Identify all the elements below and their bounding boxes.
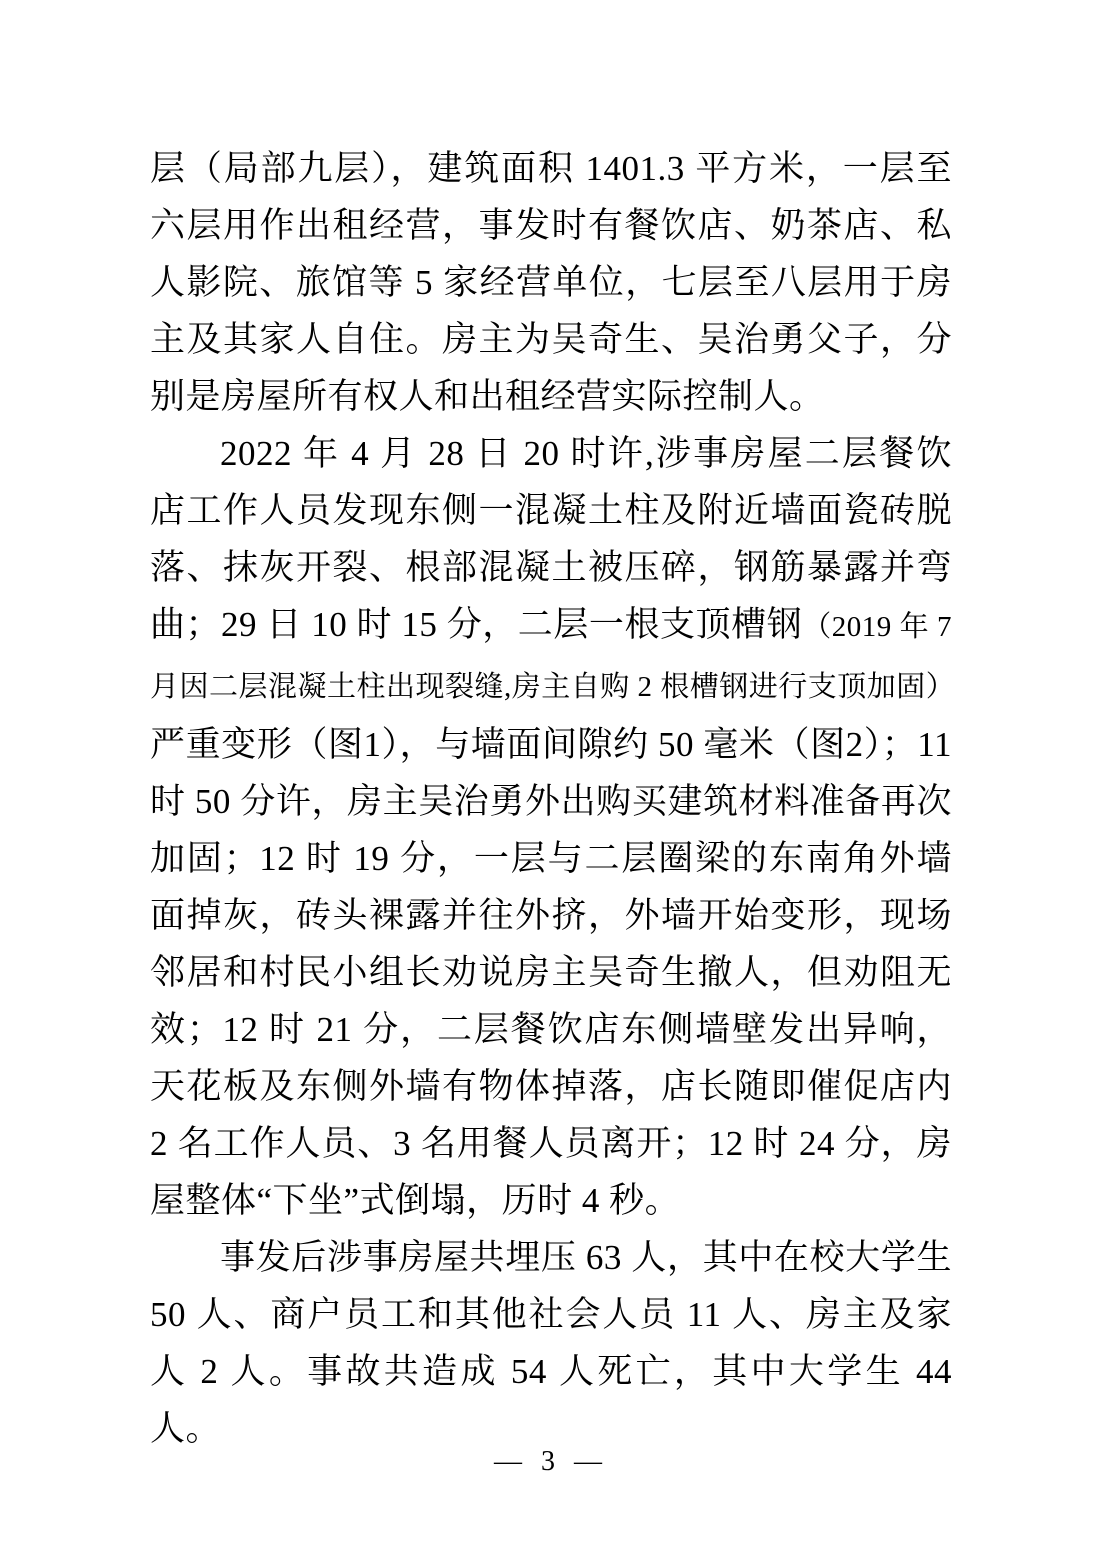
paragraph-incident-timeline (150, 425, 956, 1229)
page-number-text: — 3 — (494, 1446, 608, 1477)
document-body (150, 140, 956, 1457)
timeline-segment-before-note: 2022 年 4 月 28 日 20 时许,涉事房屋二层餐饮店工作人员发现东侧一混凝土柱及附近墙面瓷砖脱落、抹灰开裂、根部混凝土被压碎，钢筋暴露并弯曲；29 日 10 时 15 分，二层一根支顶槽钢 (150, 434, 952, 644)
paragraph-building-overview-text: 层（局部九层），建筑面积 1401.3 平方米，一层至六层用作出租经营，事发时有餐饮店、奶茶店、私人影院、旅馆等 5 家经营单位，七层至八层用于房主及其家人自住。房主为吴奇生、吴治勇父子，分别是房屋所有权人和出租经营实际控制人。 (150, 149, 952, 416)
paragraph-building-overview (150, 140, 952, 425)
timeline-segment-after-note: 严重变形（图1），与墙面间隙约 50 毫米（图2）；11 时 50 分许，房主吴治勇外出购买建筑材料准备再次加固；12 时 19 分，一层与二层圈梁的东南角外墙面掉灰，砖头裸露并往外挤，外墙开始变形，现场邻居和村民小组长劝说房主吴奇生撤人，但劝阻无效；12 时 21 分，二层餐饮店东侧墙壁发出异响，天花板及东侧外墙有物体掉落，店长随即催促店内 2 名工作人员、3 名用餐人员离开；12 时 24 分，房屋整体“下坐”式倒塌，历时 4 秒。 (150, 725, 952, 1220)
page-number (0, 1446, 1102, 1478)
paragraph-casualties-text: 事发后涉事房屋共埋压 63 人，其中在校大学生 50 人、商户员工和其他社会人员 11 人、房主及家人 2 人。事故共造成 54 人死亡，其中大学生 44 人。 (150, 1238, 952, 1448)
timeline-segment-parenthetical-note: （2019 年 7 月因二层混凝土柱出现裂缝,房主自购 2 根槽钢进行支顶加固） (150, 611, 956, 703)
paragraph-casualties (150, 1229, 952, 1457)
